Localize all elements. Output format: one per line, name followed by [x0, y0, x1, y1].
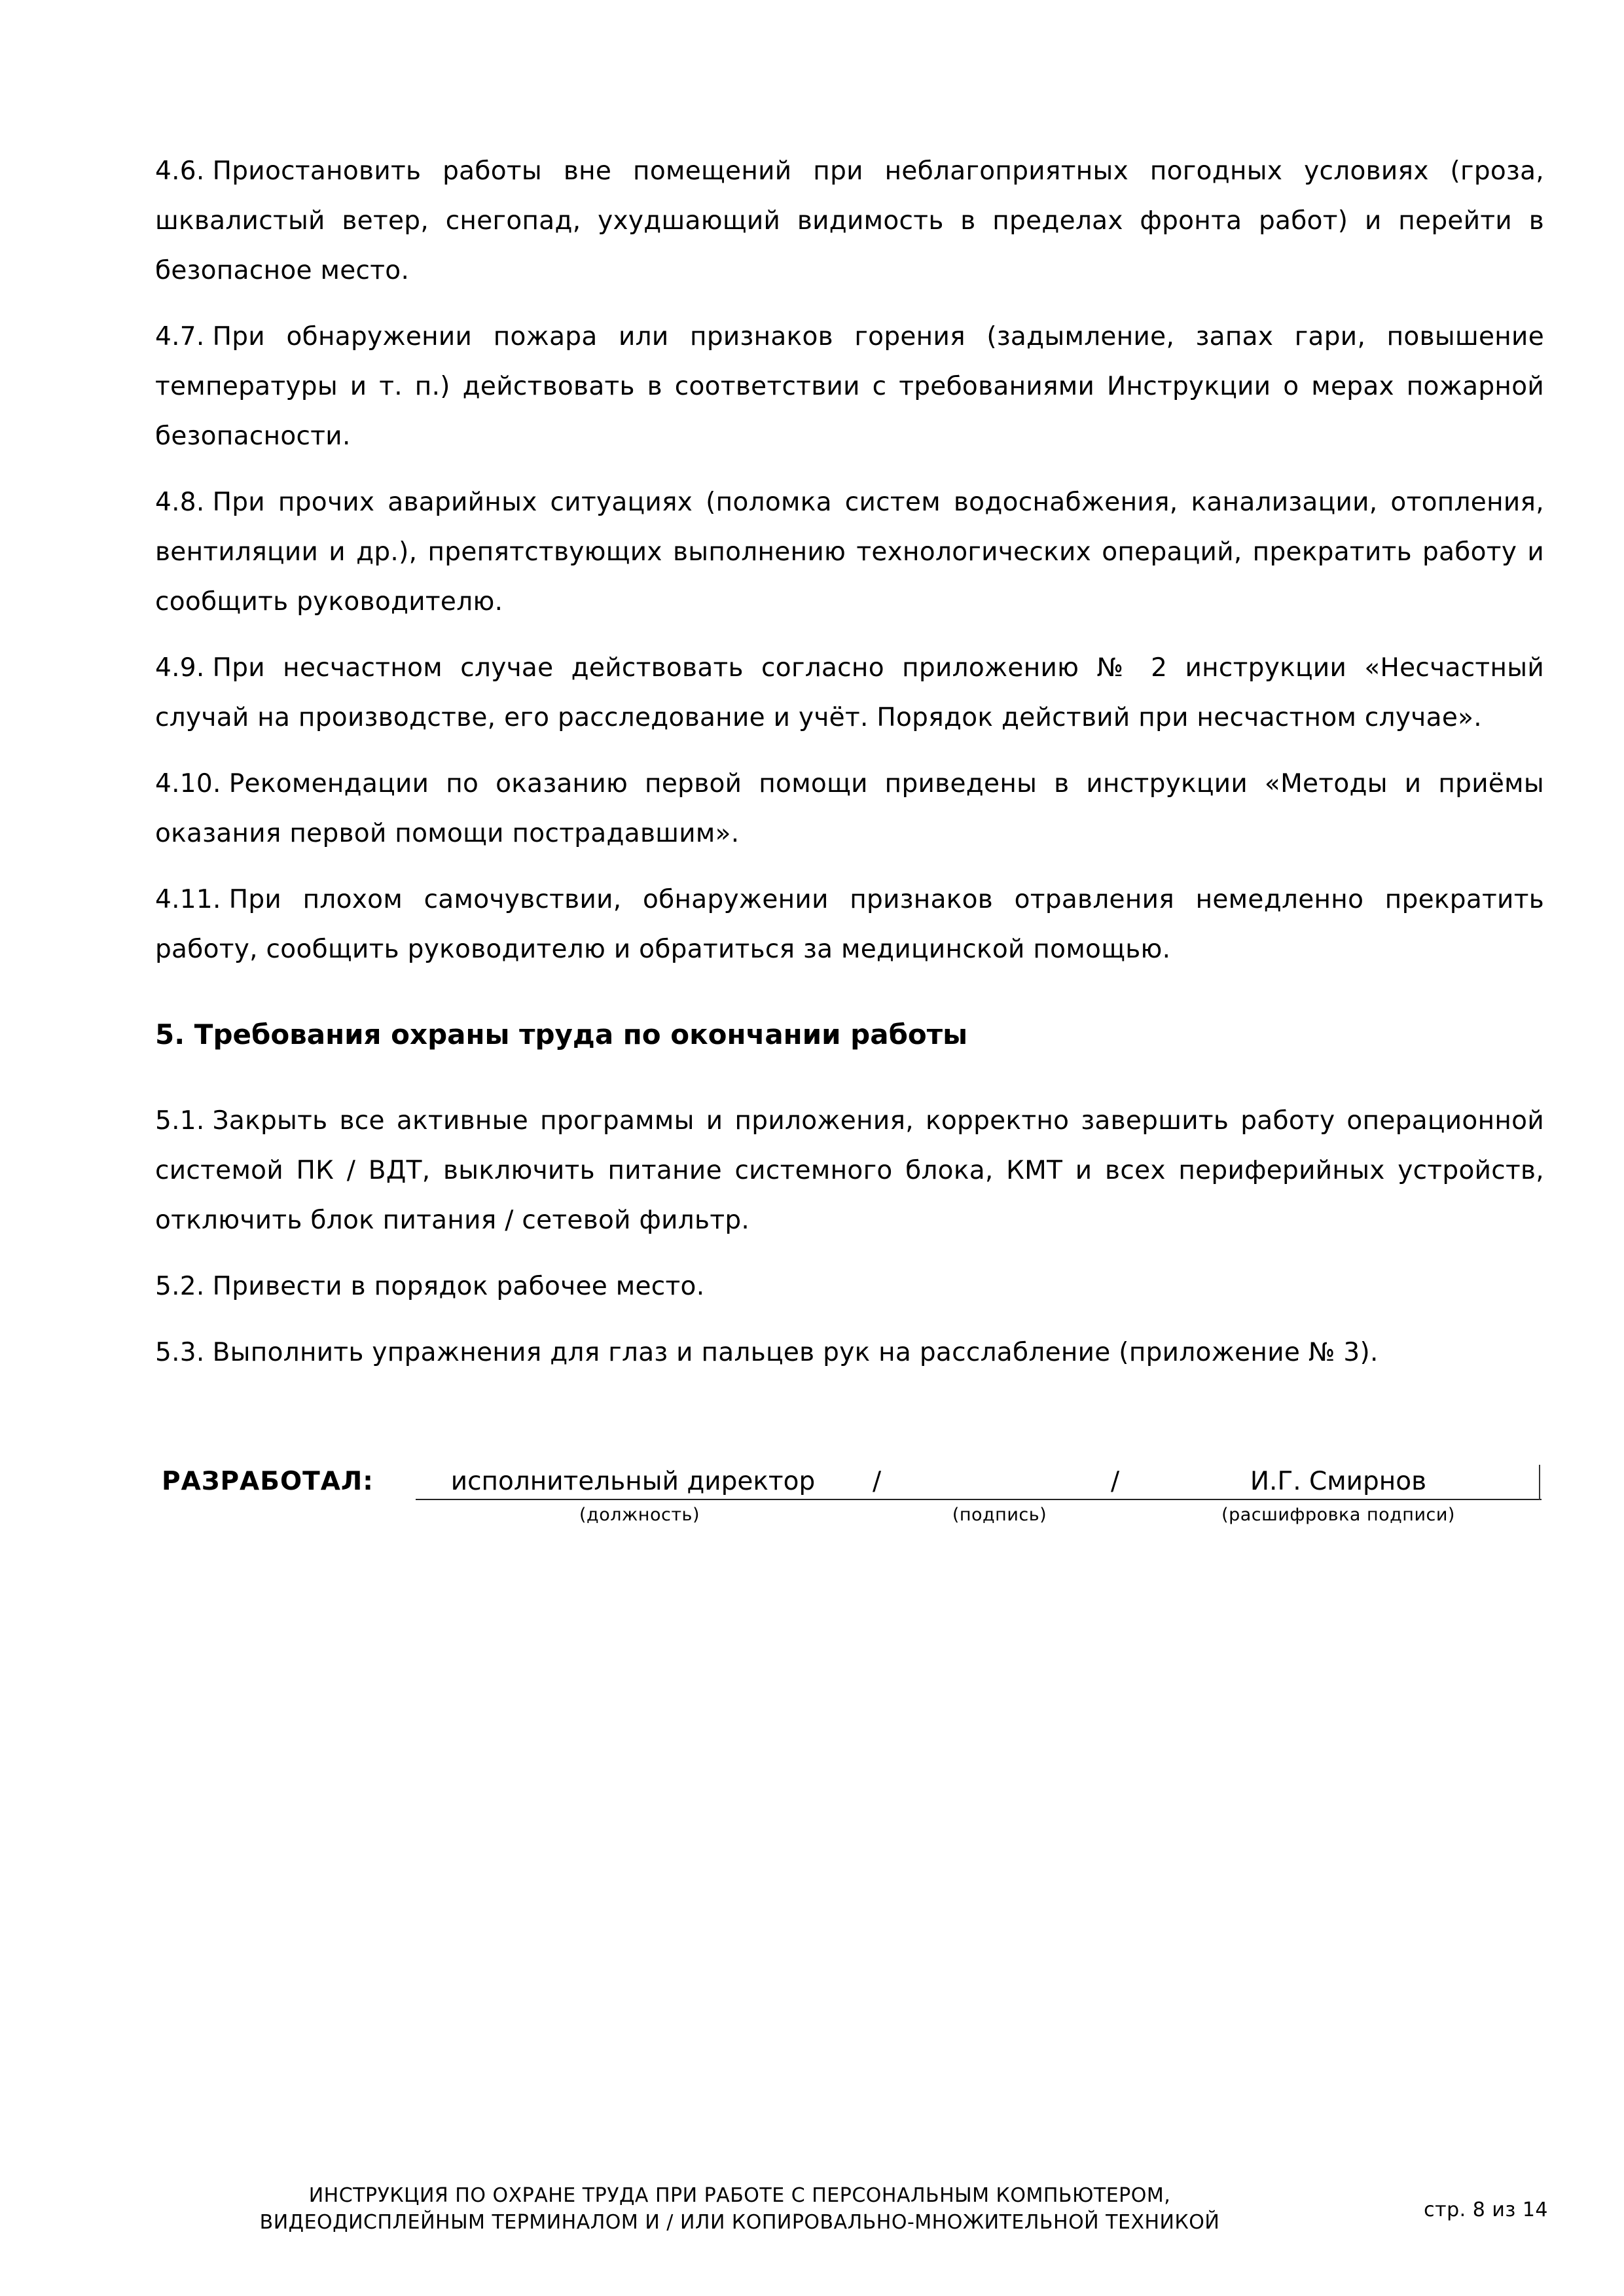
item-text: Привести в порядок рабочее место.: [212, 1272, 705, 1301]
page-number: стр. 8 из 14: [1424, 2198, 1548, 2221]
position-field: исполнительный директор: [450, 1467, 816, 1496]
signature-block: [162, 1458, 1543, 1537]
name-field: И.Г. Смирнов: [1250, 1467, 1427, 1496]
paragraph-4-6: [155, 147, 1544, 296]
section-4-items: [155, 147, 1544, 975]
paragraph-4-11: [155, 875, 1544, 975]
item-text: Рекомендации по оказанию первой помощи приведены в инструкции «Методы и приёмы оказания первой помощи пострадавшим».: [155, 769, 1544, 848]
signature-caption: (подпись): [952, 1505, 1047, 1525]
item-number: 4.8.: [155, 488, 205, 517]
item-text: При прочих аварийных ситуациях (поломка систем водоснабжения, канализации, отопления, вентиляции и др.), препятствующих выполнению технологических операций, прекратить работу и сообщить руководителю.: [155, 488, 1544, 617]
item-number: 4.9.: [155, 653, 205, 683]
position-caption: (должность): [579, 1505, 700, 1525]
item-number: 5.3.: [155, 1338, 205, 1367]
name-caption: (расшифровка подписи): [1221, 1505, 1455, 1525]
item-text: При обнаружении пожара или признаков горения (задымление, запах гари, повышение температуры и т. п.) действовать в соответствии с требованиями Инструкции о мерах пожарной безопасности.: [155, 322, 1544, 451]
item-number: 5.2.: [155, 1272, 205, 1301]
item-text: Выполнить упражнения для глаз и пальцев рук на расслабление (приложение № 3).: [212, 1338, 1379, 1367]
footer-document-title: [196, 2182, 1283, 2236]
item-text: При плохом самочувствии, обнаружении признаков отравления немедленно прекратить работу, сообщить руководителю и обратиться за медицинской помощью.: [155, 885, 1544, 964]
footer-line-1: ИНСТРУКЦИЯ ПО ОХРАНЕ ТРУДА ПРИ РАБОТЕ С ПЕРСОНАЛЬНЫМ КОМПЬЮТЕРОМ,: [308, 2184, 1171, 2207]
developed-by-label: РАЗРАБОТАЛ:: [162, 1467, 374, 1496]
signature-end-bar: [1539, 1465, 1540, 1500]
item-number: 4.11.: [155, 885, 221, 914]
paragraph-4-10: [155, 759, 1544, 859]
item-number: 5.1.: [155, 1106, 205, 1136]
paragraph-4-9: [155, 643, 1544, 743]
item-text: Закрыть все активные программы и приложения, корректно завершить работу операционной системой ПК / ВДТ, выключить питание системного блока, КМТ и всех периферийных устройств, отключить блок питания / сетевой фильтр.: [155, 1106, 1544, 1235]
section-5: [155, 1010, 1544, 1060]
paragraph-4-8: [155, 478, 1544, 627]
separator-slash-1: /: [873, 1467, 882, 1496]
paragraph-5-2: [155, 1262, 1544, 1312]
item-number: 4.6.: [155, 156, 205, 186]
section-heading: 5. Требования охраны труда по окончании работы: [155, 1018, 968, 1050]
paragraph-5-1: [155, 1096, 1544, 1246]
item-text: При несчастном случае действовать согласно приложению № 2 инструкции «Несчастный случай на производстве, его расследование и учёт. Порядок действий при несчастном случае».: [155, 653, 1544, 732]
item-text: Приостановить работы вне помещений при неблагоприятных погодных условиях (гроза, шквалистый ветер, снегопад, ухудшающий видимость в пределах фронта работ) и перейти в безопасное место.: [155, 156, 1544, 285]
item-number: 4.7.: [155, 322, 205, 351]
item-number: 4.10.: [155, 769, 221, 798]
separator-slash-2: /: [1111, 1467, 1120, 1496]
section-5-items: [155, 1096, 1544, 1378]
paragraph-5-3: [155, 1328, 1544, 1378]
paragraph-4-7: [155, 312, 1544, 461]
footer-line-2: ВИДЕОДИСПЛЕЙНЫМ ТЕРМИНАЛОМ И / ИЛИ КОПИРОВАЛЬНО-МНОЖИТЕЛЬНОЙ ТЕХНИКОЙ: [259, 2211, 1220, 2234]
